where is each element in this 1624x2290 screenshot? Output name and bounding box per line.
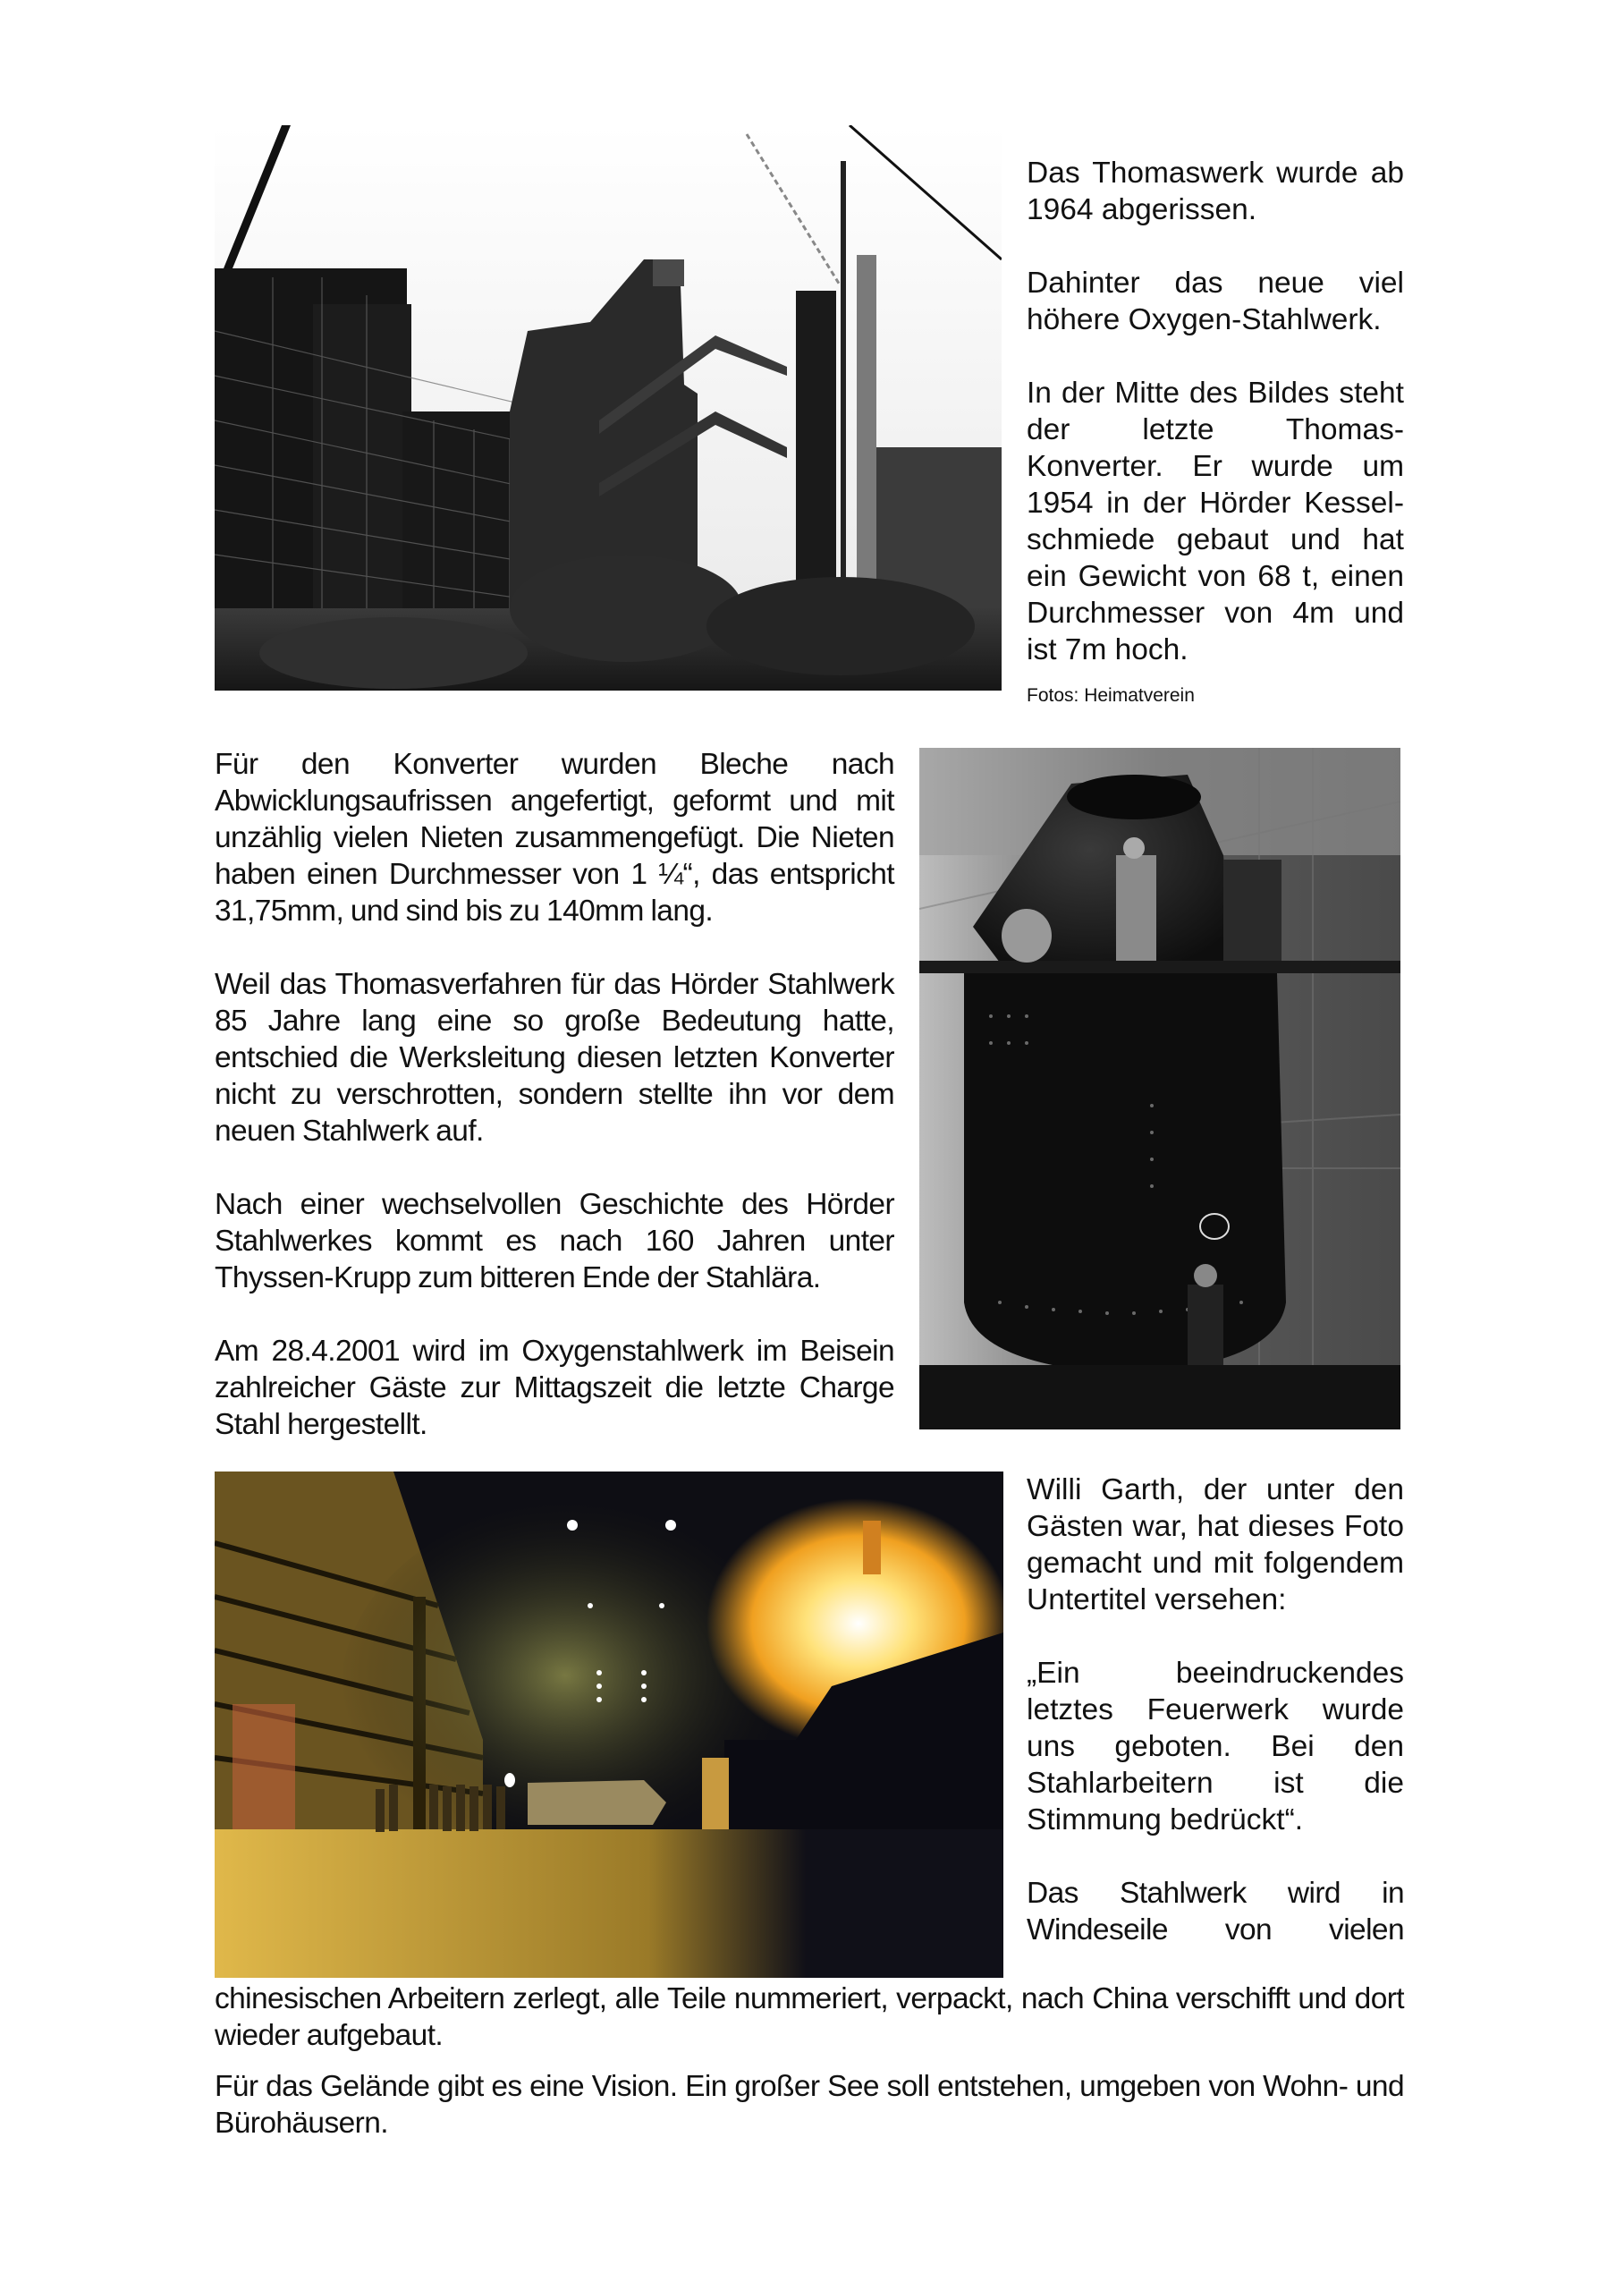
photo-demolition bbox=[215, 125, 1002, 691]
paragraph-last-charge: Am 28.4.2001 wird im Oxygenstahlwerk im Beisein zahlreicher Gäste zur Mittagszeit die letzte Charge Stahl hergestellt. bbox=[215, 1335, 894, 1441]
quote-fireworks: „Ein beeindruckendes letztes Feuerwerk wurde uns geboten. Bei den Stahlarbeitern ist die Stimmung bedrückt“. bbox=[1027, 1657, 1404, 1836]
photo-last-charge bbox=[215, 1472, 1003, 1978]
text-block-converter-history bbox=[215, 746, 894, 1443]
paragraph-dismantling-cont: chinesischen Arbeitern zerlegt, alle Teile nummeriert, verpackt, nach China verschifft und dort wieder aufgebaut. bbox=[215, 1982, 1404, 2052]
paragraph-vision: Für das Gelände gibt es eine Vision. Ein großer See soll entstehen, umgeben von Wohn- und Bürohäusern. bbox=[215, 2070, 1404, 2140]
photo-demolition-image bbox=[215, 125, 1002, 691]
text-block-conclusion bbox=[215, 1980, 1404, 2142]
photo-last-charge-image bbox=[215, 1472, 1003, 1978]
text-block-demolition bbox=[1027, 155, 1404, 708]
paragraph-preservation: Weil das Thomasverfahren für das Hörder Stahlwerk 85 Jahre lang eine so große Bedeutung hatte, entschied die Werksleitung diesen letzten Konverter nicht zu verschrotten, sondern stellte ihn vor dem neuen Stahlwerk auf. bbox=[215, 968, 894, 1148]
paragraph-dismantling-start: Das Stahlwerk wird in Windeseile von vielen bbox=[1027, 1877, 1404, 1946]
paragraph-last-converter: In der Mitte des Bildes steht der letzte Thomas-Konverter. Er wurde um 1954 in der Hörder Kessel-schmiede gebaut und hat ein Gewicht von 68 t, einen Durchmesser von 4m und ist 7m hoch. bbox=[1027, 377, 1404, 666]
paragraph-rivets: Für den Konverter wurden Bleche nach Abwicklungsaufrissen angefertigt, geformt und mit unzählig vielen Nieten zusammengefügt. Die Nieten haben einen Durchmesser von 1 ¼“, das entspricht 31,75mm, und sind bis zu 140mm lang. bbox=[215, 748, 894, 928]
paragraph-end-of-era: Nach einer wechselvollen Geschichte des Hörder Stahlwerkes kommt es nach 160 Jahren unter Thyssen-Krupp zum bitteren Ende der Stahlära. bbox=[215, 1188, 894, 1294]
photo-credit: Fotos: Heimatverein bbox=[1027, 685, 1195, 706]
text-block-willi-garth bbox=[1027, 1472, 1404, 1948]
paragraph-photographer: Willi Garth, der unter den Gästen war, hat dieses Foto gemacht und mit folgendem Untertitel versehen: bbox=[1027, 1473, 1404, 1616]
paragraph-demolition-date: Das Thomaswerk wurde ab 1964 abgerissen. bbox=[1027, 157, 1404, 226]
paragraph-oxygen-plant: Dahinter das neue viel höhere Oxygen-Stahlwerk. bbox=[1027, 267, 1404, 336]
photo-converter-image bbox=[919, 748, 1400, 1429]
photo-converter bbox=[919, 748, 1400, 1429]
